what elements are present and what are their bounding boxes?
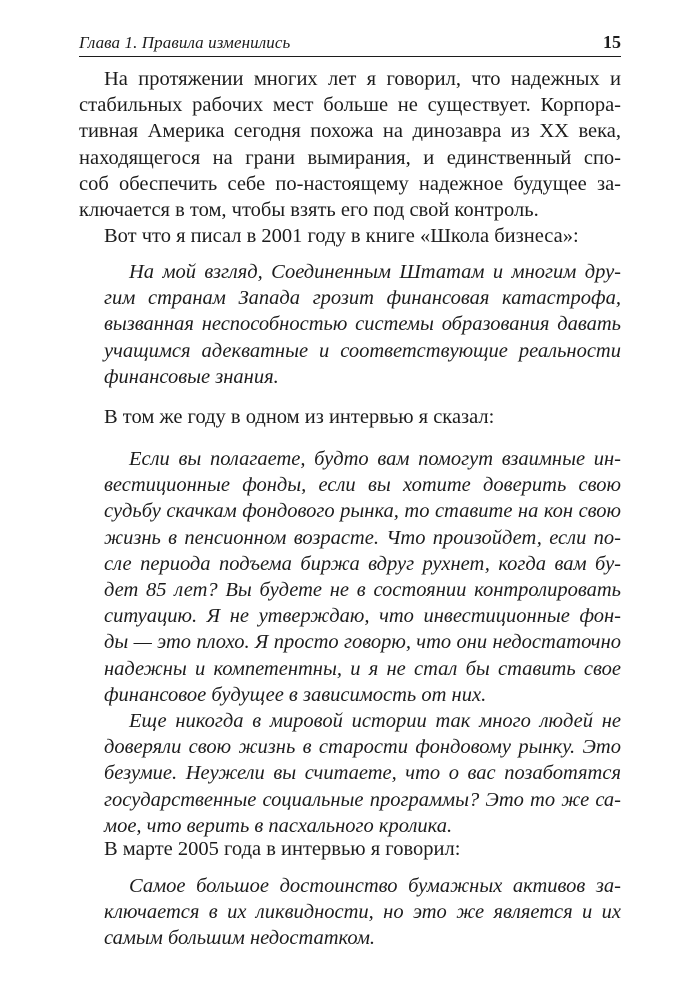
quote-line: надежны и компетентны, и я не стал бы ставить свое — [104, 657, 621, 680]
quote-line: безумие. Неужели вы считаете, что о вас позаботятся — [104, 762, 621, 785]
quote-line: учащимся адекватные и соответствующие реальности — [104, 339, 621, 362]
quote-line: Если вы полагаете, будто вам помогут взаимные ин- — [129, 448, 621, 470]
text-line: стабильных рабочих мест больше не существует. Корпора- — [79, 94, 621, 117]
quote-line: ключается в их ликвидности, но это же является и их — [104, 901, 621, 924]
running-title: Глава 1. Правила изменились — [79, 33, 291, 52]
text-line: находящегося на грани вымирания, и единственный спо- — [79, 146, 621, 169]
paragraph-intro — [79, 66, 621, 223]
quote-line: дет 85 лет? Вы будете не в состоянии контролировать — [104, 579, 621, 602]
text-line: В том же году в одном из интервью я сказал: — [104, 406, 495, 428]
paragraph-book-reference — [79, 223, 621, 249]
quote-line: ситуацию. Я не утверждаю, что инвестиционные фон- — [104, 605, 621, 628]
page-header — [79, 30, 621, 57]
quote-line: мое, что верить в пасхального кролика. — [104, 814, 453, 837]
quote-line: гим странам Запада грозит финансовая катастрофа, — [104, 287, 621, 310]
page-number: 15 — [603, 32, 621, 52]
quote-2001-book — [104, 259, 621, 390]
quote-line: Еще никогда в мировой истории так много людей не — [129, 710, 621, 733]
text-line: На протяжении многих лет я говорил, что надежных и — [104, 68, 621, 90]
paragraph-interview-2005 — [79, 836, 621, 862]
text-line: соб обеспечить себе по-настоящему надежное будущее за- — [79, 172, 621, 195]
text-line: В марте 2005 года в интервью я говорил: — [104, 838, 461, 860]
quote-line: финансовое будущее в зависимость от них. — [104, 683, 487, 706]
quote-2005-interview — [104, 873, 621, 952]
quote-line: вестиционные фонды, если вы хотите доверить свою — [104, 474, 621, 497]
quote-line: На мой взгляд, Соединенным Штатам и многим дру- — [129, 261, 621, 283]
quote-line: доверяли свою жизнь в старости фондовому рынку. Это — [104, 736, 621, 759]
quote-line: финансовые знания. — [104, 365, 279, 388]
text-line: тивная Америка сегодня похожа на динозавра из XX века, — [79, 120, 621, 143]
quote-line: государственные социальные программы? Это то же са- — [104, 788, 621, 811]
quote-line: вызванная неспособностью системы образования давать — [104, 313, 621, 336]
text-line: Вот что я писал в 2001 году в книге «Школа бизнеса»: — [104, 225, 579, 247]
paragraph-interview-2001 — [79, 404, 621, 430]
quote-line: судьбу скачкам фондового рынка, то ставите на кон свою — [104, 500, 621, 523]
quote-line: самым большим недостатком. — [104, 927, 376, 950]
quote-line: жизнь в пенсионном возрасте. Что произойдет, если по- — [104, 526, 621, 549]
quote-line: Самое большое достоинство бумажных активов за- — [129, 875, 621, 897]
text-line: ключается в том, чтобы взять его под свой контроль. — [79, 199, 539, 222]
quote-line: сле периода подъема биржа вдруг рухнет, когда вам бу- — [104, 552, 621, 575]
quote-2001-interview — [104, 446, 621, 839]
quote-line: ды — это плохо. Я просто говорю, что они недостаточно — [104, 631, 621, 654]
